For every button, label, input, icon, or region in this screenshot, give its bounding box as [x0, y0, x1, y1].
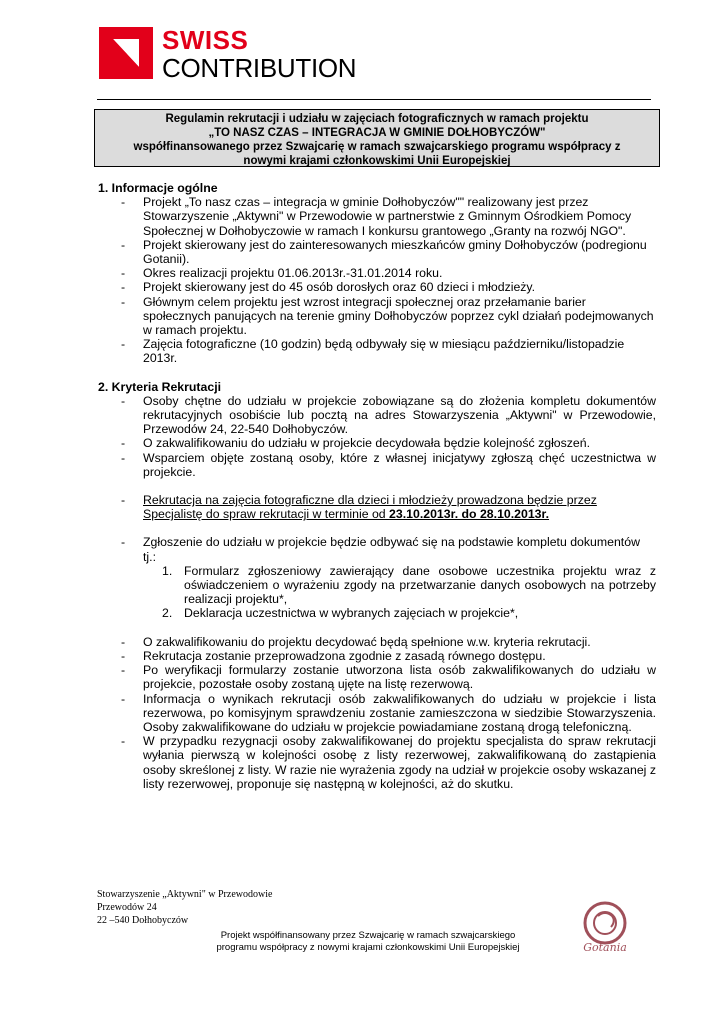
list-item: - Osoby chętne do udziału w projekcie zobowiązane są do złożenia kompletu dokumentów rekrutacyjnych osobiście lub pocztą na adres Stowarzyszenia „Aktywni" w Przewodowie, Przewodów 24, 22-540 Dołhobyczów. [121, 394, 656, 437]
footer-org: Stowarzyszenie „Aktywni" w Przewodowie [97, 889, 273, 900]
title-line-4: nowymi krajami członkowskimi Unii Europejskiej [243, 155, 511, 167]
section-2-list-a [121, 394, 656, 479]
list-item: - Projekt skierowany jest do zainteresowanych mieszkańców gminy Dołhobyczów (podregionu Gotanii). [121, 238, 656, 266]
document-number: 2. [162, 606, 173, 621]
document-body [98, 181, 656, 791]
logo-swiss-text: SWISS [162, 25, 249, 55]
list-item: - Zajęcia fotograficzne (10 godzin) będą odbywały się w miesiącu październiku/listopadzie 2013r. [121, 337, 656, 365]
footer-address-line-1: Przewodów 24 [97, 902, 157, 913]
list-item: - W przypadku rezygnacji osoby zakwalifikowanej do projektu specjalista do spraw rekrutacji wyłania pierwszą w kolejności osobę z listy rezerwowej, zakwalifikowaną do zastąpienia osoby skreślonej z listy. W razie nie wyrażenia zgody na udział w projekcie osoby wskazanej z listy rezerwowej, proponuje się następną w kolejności, aż do skutku. [121, 734, 656, 791]
title-line-1: Regulamin rekrutacji i udziału w zajęciach fotograficznych w ramach projektu [165, 113, 589, 125]
footer-note-line-2: programu współpracy z nowymi krajami członkowskimi Unii Europejskiej [216, 941, 520, 953]
list-item: - O zakwalifikowaniu do udziału w projekcie decydowała będzie kolejność zgłoszeń. [121, 436, 656, 450]
recruitment-period-list [121, 493, 656, 521]
footer-funding-note [200, 930, 536, 953]
title-line-3: współfinansowanego przez Szwajcarię w ramach szwajcarskiego programu współpracy z [133, 141, 621, 153]
logo-contribution-text: CONTRIBUTION [162, 53, 357, 83]
required-documents-list [121, 564, 656, 621]
document-item [162, 606, 656, 620]
title-line-2: „TO NASZ CZAS – INTEGRACJA W GMINIE DOŁHOBYCZÓW" [208, 127, 546, 139]
swiss-logo-mark-icon [99, 27, 153, 79]
footer-address [97, 888, 272, 927]
application-item: - Zgłoszenie do udziału w projekcie będzie odbywać się na podstawie kompletu dokumentów tj.: [121, 535, 656, 563]
section-2-list-b [121, 635, 656, 791]
recruitment-period-text: Rekrutacja na zajęcia fotograficzne dla dzieci i młodzieży prowadzona będzie przez Specjalistę do spraw rekrutacji w terminie od [143, 493, 597, 522]
list-item: - Rekrutacja zostanie przeprowadzona zgodnie z zasadą równego dostępu. [121, 649, 656, 663]
footer-address-line-2: 22 –540 Dołhobyczów [97, 915, 189, 926]
footer-note-line-1: Projekt współfinansowany przez Szwajcarię w ramach szwajcarskiego [220, 930, 516, 941]
list-item: - Projekt „To nasz czas – integracja w gminie Dołhobyczów"" realizowany jest przez Stowarzyszenie „Aktywni" w Przewodowie w partnerstwie z Gminnym Ośrodkiem Pomocy Społecznej w Dołhobyczowie w ramach I konkursu grantowego „Granty na rozwój NGO". [121, 195, 656, 238]
list-item: - Wsparciem objęte zostaną osoby, które z własnej inicjatywy zgłoszą chęć uczestnictwa w projekcie. [121, 451, 656, 479]
document-text: Formularz zgłoszeniowy zawierający dane osobowe uczestnika projektu wraz z oświadczeniem o wyrażeniu zgody na przetwarzanie danych osobowych na potrzeby realizacji projektu*, [184, 563, 656, 607]
application-list [121, 535, 656, 563]
section-1-list [121, 195, 656, 365]
header-divider [97, 99, 651, 100]
recruitment-period-item [121, 493, 656, 521]
list-item: - O zakwalifikowaniu do projektu decydować będą spełnione w.w. kryteria rekrutacji. [121, 635, 656, 649]
section-2-heading: 2. Kryteria Rekrutacji [98, 379, 222, 394]
recruitment-dates: 23.10.2013r. do 28.10.2013r. [389, 507, 550, 522]
document-item [162, 564, 656, 607]
document-title-box [94, 109, 660, 167]
gotania-logo-icon [576, 896, 634, 954]
list-item: - Informacja o wynikach rekrutacji osób zakwalifikowanych do udziału w projekcie i lista rezerwowa, po komisyjnym sprawdzeniu zostanie zamieszczona w siedzibie Stowarzyszenia. Osoby zakwalifikowane do udziału w projekcie powiadamiane zostaną drogą telefoniczną. [121, 692, 656, 735]
section-1-heading: 1. Informacje ogólne [98, 181, 218, 195]
list-item: - Projekt skierowany jest do 45 osób dorosłych oraz 60 dzieci i młodzieży. [121, 280, 656, 294]
document-text: Deklaracja uczestnictwa w wybranych zajęciach w projekcie*, [184, 606, 519, 621]
gotania-logo-text: Gotania [583, 941, 627, 954]
list-item: - Okres realizacji projektu 01.06.2013r.-31.01.2014 roku. [121, 266, 656, 280]
document-number: 1. [162, 563, 173, 578]
list-item: - Po weryfikacji formularzy zostanie utworzona lista osób zakwalifikowanych do udziału w projekcie, pozostałe osoby zostaną ujęte na listę rezerwową. [121, 663, 656, 691]
list-item: - Głównym celem projektu jest wzrost integracji społecznej oraz przełamanie barier społecznych panujących na terenie gminy Dołhobyczów poprzez cykl działań podejmowanych w ramach projektu. [121, 295, 656, 338]
